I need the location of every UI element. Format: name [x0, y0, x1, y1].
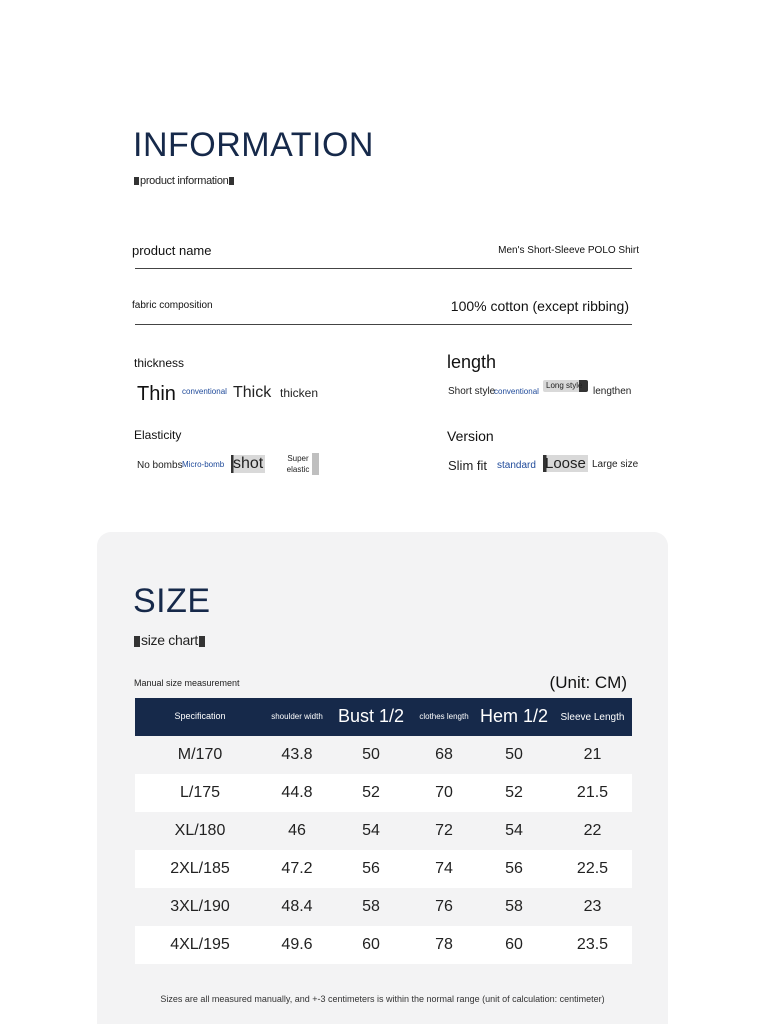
fabric-composition-divider [135, 324, 632, 325]
header-shoulder-width: shoulder width [265, 698, 329, 736]
size-table-wrapper [135, 698, 632, 964]
information-subtitle-text: product information [140, 175, 229, 187]
thickness-label: thickness [134, 356, 185, 370]
size-table [135, 698, 632, 964]
version-option-slim-fit: Slim fit [448, 458, 487, 473]
table-cell: 49.6 [265, 926, 329, 964]
length-option-conventional: conventional [494, 387, 539, 396]
table-cell: 52 [329, 774, 413, 812]
elasticity-option-shot: shot [233, 455, 264, 472]
table-row [135, 850, 632, 888]
thickness-option-thin: Thin [137, 383, 176, 405]
table-cell: 54 [505, 822, 523, 839]
bracket-right-icon [199, 636, 205, 647]
table-cell: 76 [435, 898, 453, 915]
table-cell: 44.8 [265, 774, 329, 812]
table-cell: 21 [583, 746, 602, 763]
size-title: SIZE [133, 582, 211, 620]
product-name-value: Men's Short-Sleeve POLO Shirt [498, 245, 639, 256]
version-label: Version [447, 428, 494, 444]
table-cell: 60 [475, 926, 553, 964]
elasticity-option-super-elastic: Super elastic [285, 453, 319, 475]
length-option-short: Short style [448, 386, 496, 397]
table-cell: 56 [329, 850, 413, 888]
bracket-right-icon [229, 177, 234, 185]
table-cell: 58 [505, 898, 523, 915]
thickness-option-thick: Thick [233, 384, 272, 401]
table-cell: 47.2 [265, 850, 329, 888]
table-cell: 54 [362, 822, 380, 839]
length-label: length [447, 352, 497, 372]
thickness-option-thicken: thicken [280, 386, 319, 400]
information-subtitle [133, 175, 235, 187]
version-option-standard: standard [497, 460, 536, 471]
elasticity-option-no-bombs: No bombs [137, 460, 183, 471]
elasticity-option-micro-bomb: Micro-bomb [182, 460, 225, 469]
version-option-large-size: Large size [592, 459, 639, 470]
table-cell: 56 [475, 850, 553, 888]
table-row [135, 774, 632, 812]
table-row [135, 926, 632, 964]
table-cell: 68 [435, 746, 453, 763]
table-cell: M/170 [177, 746, 223, 763]
header-hem: Hem 1/2 [475, 698, 553, 736]
unit-label: (Unit: CM) [549, 673, 627, 692]
size-subtitle-text: size chart [141, 632, 198, 648]
table-cell: 58 [362, 898, 380, 915]
table-cell: XL/180 [174, 822, 226, 839]
table-cell: 46 [288, 822, 306, 839]
table-cell: 60 [329, 926, 413, 964]
table-cell: 72 [435, 822, 453, 839]
version-option-loose: Loose [545, 455, 586, 472]
table-cell: 22.5 [553, 850, 632, 888]
table-row [135, 812, 632, 850]
bracket-left-icon [134, 636, 140, 647]
fabric-composition-label: fabric composition [132, 300, 213, 311]
table-cell: 52 [475, 774, 553, 812]
bracket-left-icon [134, 177, 139, 185]
table-cell: 21.5 [553, 774, 632, 812]
table-row [135, 736, 632, 774]
table-cell: 4XL/195 [135, 926, 265, 964]
thickness-option-conventional: conventional [182, 387, 227, 396]
header-clothes-length: clothes length [413, 698, 475, 736]
size-table-header-row [135, 698, 632, 736]
table-cell: L/175 [135, 774, 265, 812]
table-cell: 70 [413, 774, 475, 812]
product-name-label: product name [132, 243, 212, 258]
size-footnote: Sizes are all measured manually, and +-3 centimeters is within the normal range (unit of calculation: centimeter) [160, 994, 605, 1004]
elasticity-label: Elasticity [134, 428, 182, 442]
table-cell: 23.5 [553, 926, 632, 964]
header-specification: Specification [135, 698, 265, 736]
product-name-divider [135, 268, 632, 269]
table-cell: 3XL/190 [170, 898, 230, 915]
table-cell: 43.8 [281, 746, 313, 763]
table-cell: 22 [583, 822, 602, 839]
size-subtitle [133, 632, 206, 648]
table-cell: 74 [413, 850, 475, 888]
header-bust: Bust 1/2 [329, 698, 413, 736]
header-sleeve-length: Sleeve Length [553, 698, 632, 736]
table-cell: 78 [413, 926, 475, 964]
fabric-composition-value: 100% cotton (except ribbing) [450, 298, 629, 314]
table-row [135, 888, 632, 926]
manual-measurement-note: Manual size measurement [134, 678, 240, 688]
table-cell: 2XL/185 [135, 850, 265, 888]
information-title: INFORMATION [133, 126, 374, 164]
table-cell: 50 [362, 746, 380, 763]
length-option-lengthen: lengthen [593, 386, 632, 397]
length-option-long-style: Long style [543, 380, 588, 392]
table-cell: 50 [505, 746, 523, 763]
table-cell: 23 [583, 898, 602, 915]
table-cell: 48.4 [281, 898, 313, 915]
